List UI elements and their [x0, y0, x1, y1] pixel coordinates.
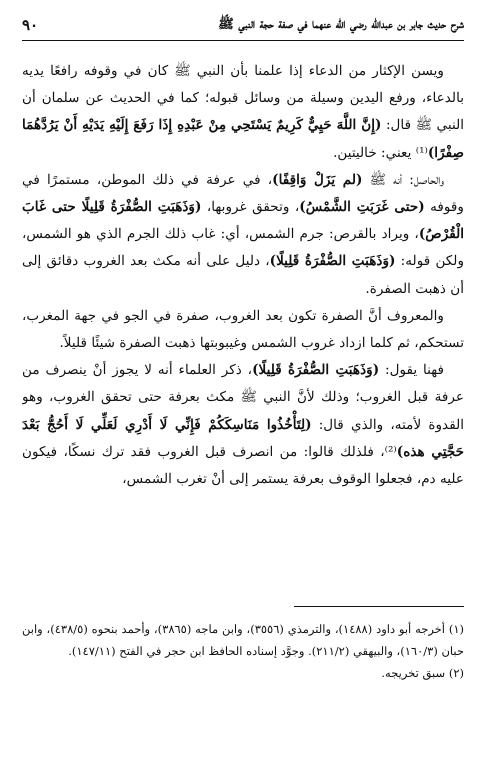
- header-title: شرح حديث جابر بن عبدالله رضي الله عنهما في صفة حجة النبي ﷺ: [218, 16, 464, 32]
- paragraph-1-text-2: ⁽¹⁾ يعني: خاليتين.: [333, 144, 428, 161]
- header-rule: [22, 40, 464, 41]
- paragraph-2: [22, 167, 464, 303]
- hadith-quote: (وَذَهَبَتِ الصُّفْرَةُ قَلِيلًا): [269, 253, 396, 270]
- paragraph-3-text-1: والمعروف أنَّ الصفرة تكون بعد الغروب، صفرة في الجو في جهة المغرب، تستحكم، ثم كلما ازداد غروب الشمس وغيبوبتها ذهبت الصفرة شيئًا قليلاً.: [22, 307, 464, 352]
- paragraph-4: [22, 357, 464, 493]
- paragraph-4-text-2: ، ذكر العلماء أنه لا يجوز أنْ ينصرف من عرفة قبل الغروب؛ وذلك لأنَّ النبي ﷺ مكث بعرفة حتى تحقق الغروب، وهو القدوة لأمته، والذي قال:: [22, 362, 464, 433]
- paragraph-1-text-1: ويسن الإكثار من الدعاء إذا علمنا بأن النبي ﷺ كان في وقوفه رافعًا يديه بالدعاء، ورفع اليدين وسيلة من وسائل قبوله؛ كما في الحديث عن سلمان أن النبي ﷺ قال:: [22, 63, 464, 134]
- paragraph-2-text-3: ، وتحقق غروبها،: [201, 199, 300, 216]
- paragraph-4-text-3: ⁽²⁾، فلذلك قالوا: من انصرف قبل الغروب فقد ترك نسكًا، فيكون عليه دم، فجعلوا الوقوف بعرفة يستمر إلى أنْ تغرب الشمس،: [22, 443, 464, 488]
- hadith-quote: (وَذَهَبَتِ الصُّفْرَةُ قَلِيلًا حتى غَابَ الْقُرْصُ): [22, 199, 464, 243]
- hadith-quote: (حتى غَرَبَتِ الشَّمْسُ): [299, 199, 425, 216]
- running-head: [22, 14, 464, 36]
- footnote-separator: [294, 606, 464, 607]
- paragraph-2-text-1: والحاصل: أنه ﷺ: [362, 171, 444, 188]
- footnote-1: (١) أخرجه أبو داود (١٤٨٨)، والترمذي (٣٥٥٦)، وابن ماجه (٣٨٦٥)، وأحمد بنحوه (٤٣٨/٥)، وابن حبان (١٦٠/٣)، والبيهقي (٢١١/٢). وجوَّد إسناده الحافظ ابن حجر في الفتح (١٤٧/١١).: [22, 622, 464, 658]
- footnote-2: (٢) سبق تخريجه.: [381, 666, 464, 680]
- paragraph-1: [22, 58, 464, 167]
- body-text: [22, 58, 464, 598]
- paragraph-2-text-5: ، دليل على أنه مكث بعد الغروب دقائق إلى أن ذهبت الصفرة.: [22, 253, 464, 297]
- paragraph-3: [22, 303, 464, 357]
- paragraph-4-text-1: فهنا يقول:: [379, 362, 444, 379]
- footnotes: [22, 618, 464, 764]
- paragraph-2-text-4: ، ويراد بالقرص: جرم الشمس، أي: غاب ذلك الجرم الذي هو الشمس، ولكن قوله:: [22, 226, 464, 270]
- hadith-quote: (لِتَأْخُذُوا مَنَاسِكَكُمْ فَإِنِّي لَا أَدْرِي لَعَلِّي لَا أَحُجُّ بَعْدَ حَجَّتِي هذه): [22, 416, 464, 460]
- hadith-quote: (وَذَهَبَتِ الصُّفْرَةُ قَلِيلًا): [252, 362, 380, 379]
- hadith-quote: (لم يَزَلْ وَاقِفًا): [272, 171, 363, 188]
- page-number: ٩٠: [22, 16, 39, 34]
- hadith-quote: (إِنَّ اللَّهَ حَيِيٌّ كَرِيمٌ يَسْتَحِي مِنْ عَبْدِهِ إِذَا رَفَعَ إِلَيْهِ يَدَيْهِ أَنْ يَرُدَّهُمَا صِفْرًا): [22, 117, 464, 161]
- paragraph-2-text-2: ، في عرفة في ذلك الموطن، مستمرًا في وقوفه: [22, 171, 464, 216]
